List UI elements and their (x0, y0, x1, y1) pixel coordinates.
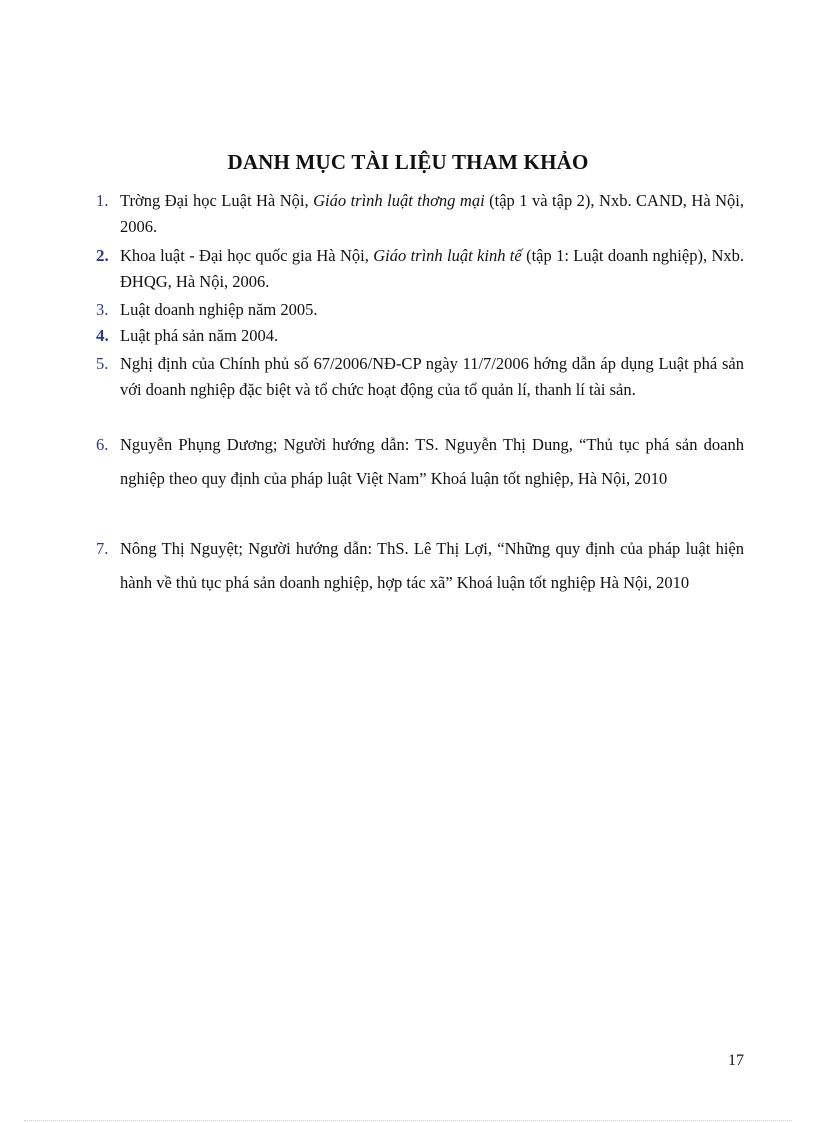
reference-text: Nguyễn Phụng Dương; Người hướng dẫn: TS. Nguyễn Thị Dung, “Thủ tục phá sản doanh nghiệp theo quy định của pháp luật Việt Nam” Khoá luận tốt nghiệp, Hà Nội, 2010 (120, 435, 744, 488)
reference-item-7 (96, 532, 744, 600)
reference-item-6 (96, 428, 744, 496)
reference-text: Khoa luật - Đại học quốc gia Hà Nội, Giáo trình luật kinh tế (tập 1: Luật doanh nghiệp), Nxb. ĐHQG, Hà Nội, 2006. (120, 246, 744, 291)
reference-number: 7. (96, 539, 109, 558)
page-bottom-divider (24, 1120, 792, 1121)
reference-number: 3. (96, 300, 109, 319)
reference-item-5 (96, 351, 744, 403)
reference-text: Trờng Đại học Luật Hà Nội, Giáo trình luật thơng mại (tập 1 và tập 2), Nxb. CAND, Hà Nội, 2006. (120, 191, 744, 236)
reference-item-1 (96, 188, 744, 240)
reference-number: 5. (96, 354, 109, 373)
reference-text: Nghị định của Chính phủ số 67/2006/NĐ-CP ngày 11/7/2006 hớng dẫn áp dụng Luật phá sản với doanh nghiệp đặc biệt và tổ chức hoạt động của tổ quản lí, thanh lí tài sản. (120, 354, 744, 399)
reference-item-4 (96, 323, 744, 349)
reference-item-2 (96, 243, 744, 295)
reference-text: Nông Thị Nguyệt; Người hướng dẫn: ThS. Lê Thị Lợi, “Những quy định của pháp luật hiện hành về thủ tục phá sản doanh nghiệp, hợp tác xã” Khoá luận tốt nghiệp Hà Nội, 2010 (120, 539, 744, 592)
reference-number: 2. (96, 246, 109, 265)
reference-text: Luật doanh nghiệp năm 2005. (120, 300, 318, 319)
page-title: DANH MỤC TÀI LIỆU THAM KHẢO (227, 150, 589, 174)
page-number: 17 (728, 1052, 744, 1069)
reference-text: Luật phá sản năm 2004. (120, 326, 279, 345)
reference-number: 6. (96, 435, 109, 454)
reference-number: 4. (96, 326, 109, 345)
reference-item-3 (96, 297, 744, 323)
reference-number: 1. (96, 191, 109, 210)
